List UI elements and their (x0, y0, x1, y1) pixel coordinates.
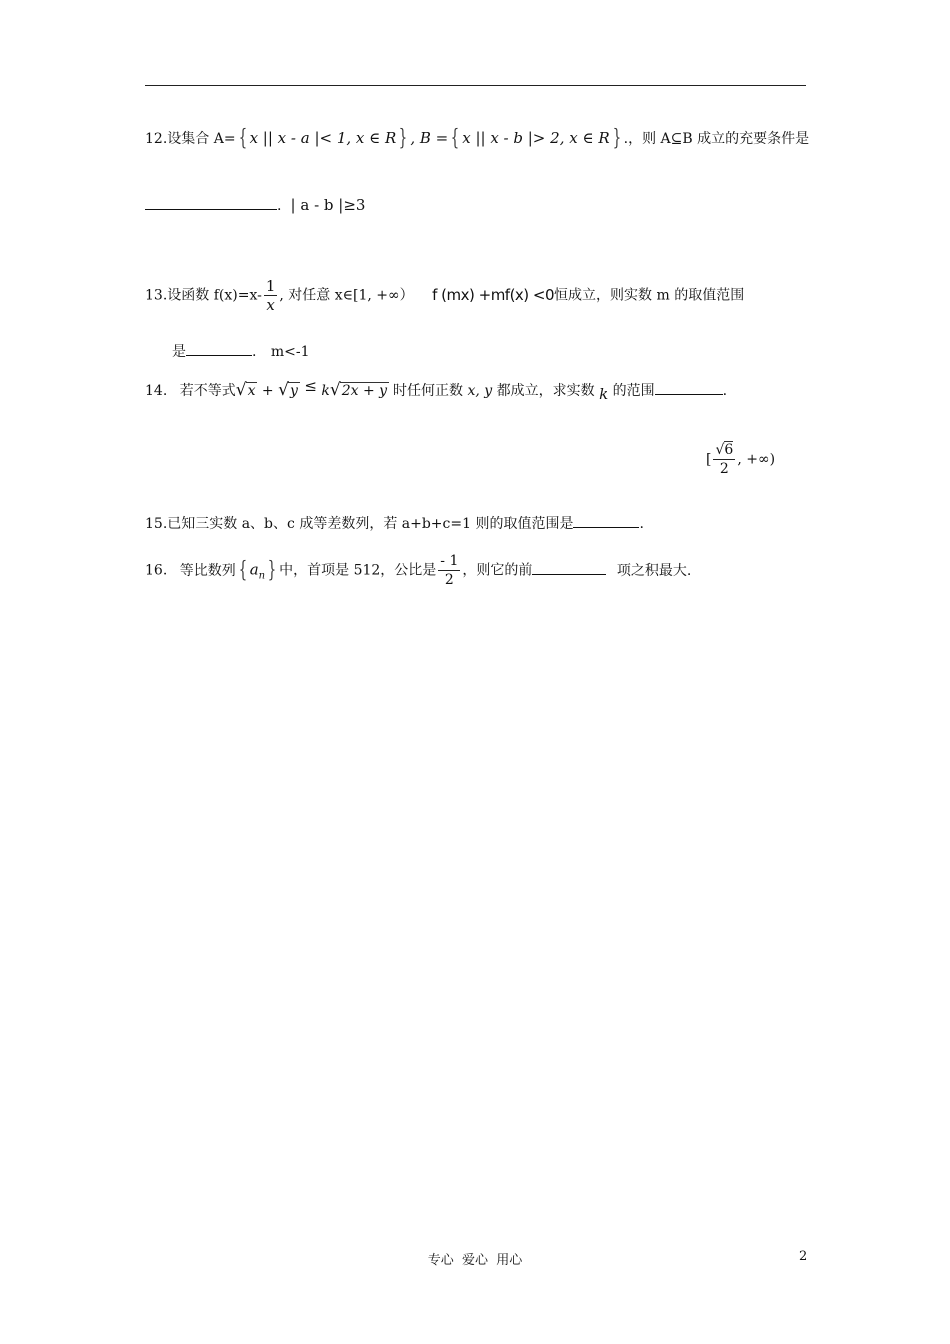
q16-end: 项之积最大. (616, 562, 692, 579)
q12-set-b: x || x - b |> 2, x ∈ R (462, 129, 610, 147)
q16-intro: 等比数列 (179, 562, 236, 579)
q14-end-dot: . (722, 383, 728, 399)
fraction-numerator: - 1 (440, 553, 459, 569)
right-brace: } (399, 126, 408, 151)
q12-answer-dot: . (277, 198, 282, 214)
q14-ans-open: [ (706, 451, 712, 468)
q14-lhs-a: x (247, 383, 256, 399)
q13-tail: 恒成立，则实数 m 的取值范围 (554, 287, 745, 304)
q14-lhs-b: y (289, 383, 298, 399)
q14-answer (706, 441, 775, 478)
sqrt-symbol: √ (715, 442, 725, 458)
q16-tail: ，则它的前 (462, 562, 533, 579)
q13-intro: 设函数 f(x)=x- (167, 287, 262, 304)
q16-sub: n (258, 570, 266, 582)
q14-k: k (321, 383, 330, 399)
q13-line2-start: 是 (172, 344, 186, 360)
question-16 (145, 552, 691, 589)
ans-numerator-value: 6 (724, 442, 734, 458)
q12-intro: 设集合 A= (167, 131, 236, 147)
q12-number: 12. (145, 131, 168, 147)
answer-blank (145, 199, 277, 210)
q14-intro: 若不等式 (179, 383, 236, 399)
q12-tail: .，则 A (623, 131, 671, 147)
footer-slogan: 专心 爱心 用心 (427, 1253, 523, 1268)
answer-blank (573, 515, 639, 528)
q14-k2: k (599, 385, 609, 403)
q15-end: . (639, 516, 644, 532)
q13-line2 (172, 341, 310, 361)
q13-number: 13. (145, 287, 168, 304)
q16-mid: 中，首项是 512，公比是 (279, 562, 437, 579)
q14-vars: x, y (467, 383, 493, 399)
question-13 (145, 277, 744, 314)
q16-seq: a (249, 560, 259, 579)
right-brace: } (267, 557, 277, 583)
fraction-numerator: 1 (265, 277, 276, 295)
left-brace: { (451, 126, 460, 151)
q14-tail: 都成立，求实数 (496, 383, 595, 399)
fraction-denominator: 2 (444, 572, 454, 588)
fraction-denominator: x (266, 296, 275, 314)
q14-ans-tail: , +∞) (737, 451, 776, 468)
fraction-denominator: 2 (719, 461, 729, 477)
q13-answer: m<-1 (270, 344, 310, 360)
q16-number: 16. (145, 562, 168, 579)
q14-ans-fraction (713, 441, 735, 478)
answer-blank (655, 382, 723, 395)
answer-blank (532, 562, 606, 575)
q13-mid: , 对任意 x∈ (279, 287, 353, 304)
sqrt-symbol: √ (329, 380, 341, 400)
left-brace: { (238, 126, 247, 151)
page-number: 2 (799, 1249, 808, 1264)
q12-end: B 成立的充要条件是 (682, 131, 810, 147)
header-rule (145, 85, 806, 86)
q12-answer: | a - b |≥3 (290, 196, 366, 214)
subset-symbol: ⊆ (670, 131, 683, 147)
question-14 (145, 377, 727, 403)
question-12 (145, 126, 809, 151)
fraction-numerator (713, 441, 735, 460)
sqrt-symbol: √ (278, 380, 289, 400)
q14-plus: + (261, 383, 274, 399)
q12-answer-line (145, 195, 365, 214)
q14-mid: 时任何正数 (393, 383, 464, 399)
q12-mid: , B = (410, 129, 449, 147)
q13-fraction (264, 277, 278, 314)
q15-text: 15.已知三实数 a、b、c 成等差数列，若 a+b+c=1 则的取值范围是 (145, 516, 574, 532)
q14-end: 的范围 (612, 383, 655, 399)
answer-blank (186, 343, 252, 356)
sqrt-symbol: √ (235, 380, 247, 400)
q14-leq: ≤ (304, 377, 317, 395)
q14-rhs: 2x + y (341, 383, 388, 399)
q16-fraction (438, 552, 460, 589)
q13-interval: [1, +∞） (352, 287, 414, 304)
page-footer (0, 1249, 950, 1268)
question-15 (145, 513, 644, 533)
right-brace: } (612, 126, 621, 151)
q14-number: 14. (145, 383, 168, 399)
q13-line2-end: . (252, 344, 257, 360)
q12-set-a: x || x - a |< 1, x ∈ R (249, 129, 397, 147)
q13-condition: f (mx) +mf(x) <0 (432, 285, 555, 304)
left-brace: { (238, 557, 247, 583)
